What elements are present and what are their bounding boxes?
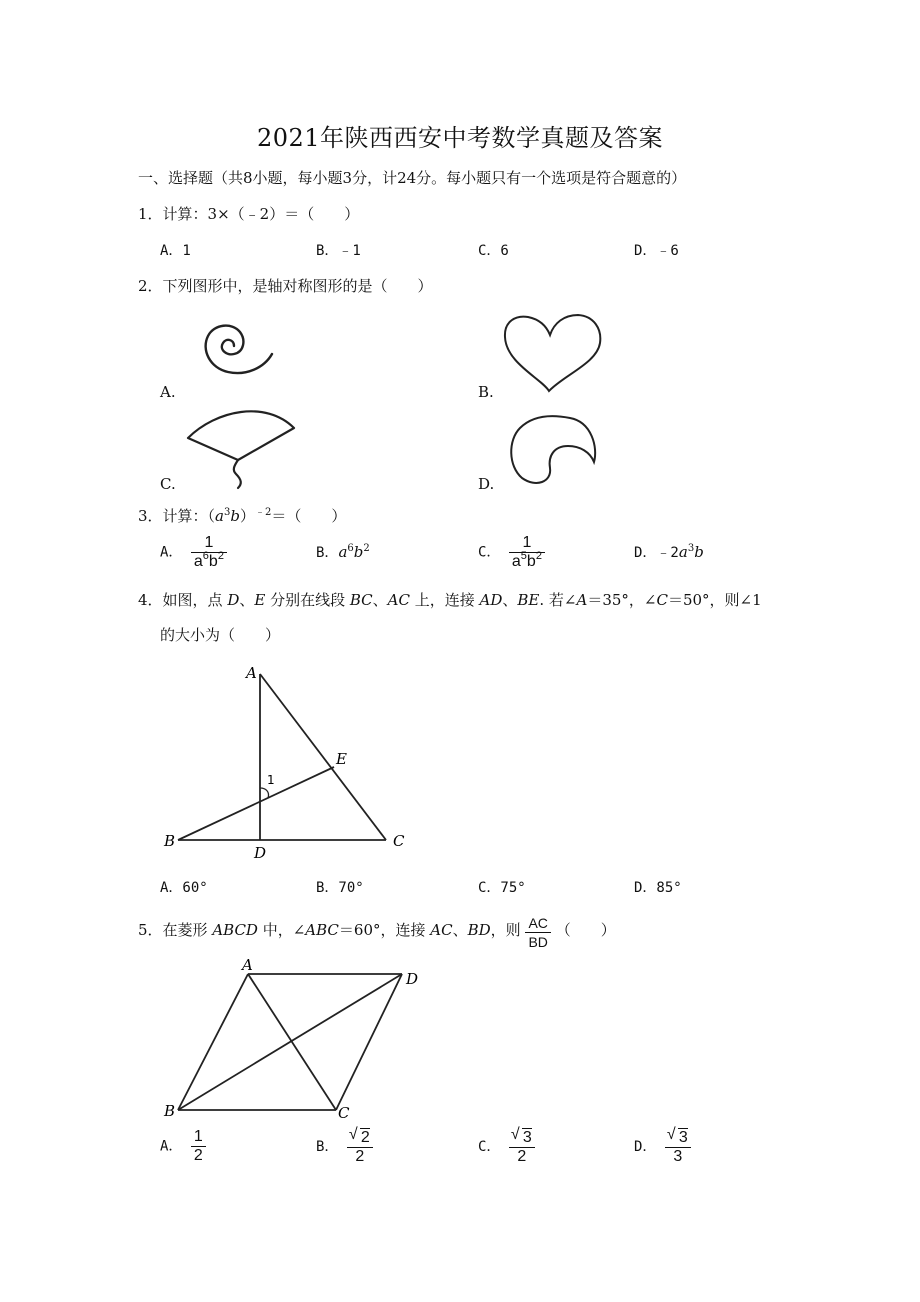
q3-option-d: D．$﹣2a^3b$: [634, 543, 704, 561]
q3-option-a: A． $\frac{1}{a^6b^2}$: [160, 534, 227, 571]
q1-option-c: C．6: [478, 243, 509, 259]
question-4-stem-line1: 4．如图，点 D、E 分别在线段 BC、AC 上，连接 AD、BE. 若∠A＝35°，∠C＝50°，则∠1: [138, 591, 762, 609]
question-5-stem: 5．在菱形 ABCD 中，∠ABC＝60°，连接 AC、BD，则 $\frac{AC}{BD}$ （ ）: [138, 915, 616, 950]
tri-label-d: D: [254, 844, 267, 862]
q2-option-b: B.: [478, 383, 494, 401]
question-2-stem: 2．下列图形中，是轴对称图形的是（ ）: [138, 277, 433, 295]
rhombus-figure: [160, 954, 430, 1124]
q3-option-b: B．$a^6b^2$: [316, 543, 370, 561]
tri-label-a: A: [246, 664, 257, 682]
tri-label-b: B: [164, 832, 176, 850]
fan-figure: [186, 404, 298, 490]
q2-option-a: A.: [160, 383, 176, 401]
rhombus-label-c: C: [338, 1104, 350, 1122]
q2-option-d: D.: [478, 475, 495, 493]
triangle-figure: [160, 660, 420, 860]
q4-option-b: B．70°: [316, 880, 364, 896]
rhombus-label-b: B: [164, 1102, 176, 1120]
q4-option-c: C．75°: [478, 880, 526, 896]
heart-figure: [502, 313, 604, 395]
rhombus-label-d: D: [406, 970, 419, 988]
q5-option-a: A． $\frac{1}{2}$: [160, 1128, 206, 1165]
question-4-stem-line2: 的大小为（ ）: [160, 626, 281, 644]
question-3-stem: 3．计算：$(a^3b)^{﹣2}=$（ ）: [138, 507, 347, 525]
tri-label-e: E: [336, 750, 347, 768]
q5-option-b: B． √ $\frac{2}{2}$: [316, 1128, 373, 1166]
spiral-figure: [188, 306, 278, 388]
comma-figure: [508, 412, 600, 488]
q1-option-b: B．﹣1: [316, 243, 361, 259]
q5-option-d: D． √ $\frac{3}{3}$: [634, 1128, 691, 1166]
section-heading: 一、选择题（共8小题，每小题3分，计24分。每小题只有一个选项是符合题意的）: [138, 169, 687, 187]
q1-option-a: A．1: [160, 243, 191, 259]
q5-option-c: C． √ $\frac{3}{2}$: [478, 1128, 535, 1166]
q3-option-c: C． $\frac{1}{a^5b^2}$: [478, 534, 545, 571]
q2-option-c: C.: [160, 475, 176, 493]
page-title: 2021年陕西西安中考数学真题及答案: [256, 124, 664, 152]
q4-option-a: A．60°: [160, 880, 208, 896]
q4-option-d: D．85°: [634, 880, 682, 896]
rhombus-label-a: A: [242, 956, 253, 974]
angle-1-label: 1: [267, 773, 275, 787]
question-1-stem: 1．计算：3×（﹣2）＝（ ）: [138, 205, 360, 223]
q1-option-d: D．﹣6: [634, 243, 679, 259]
tri-label-c: C: [393, 832, 405, 850]
